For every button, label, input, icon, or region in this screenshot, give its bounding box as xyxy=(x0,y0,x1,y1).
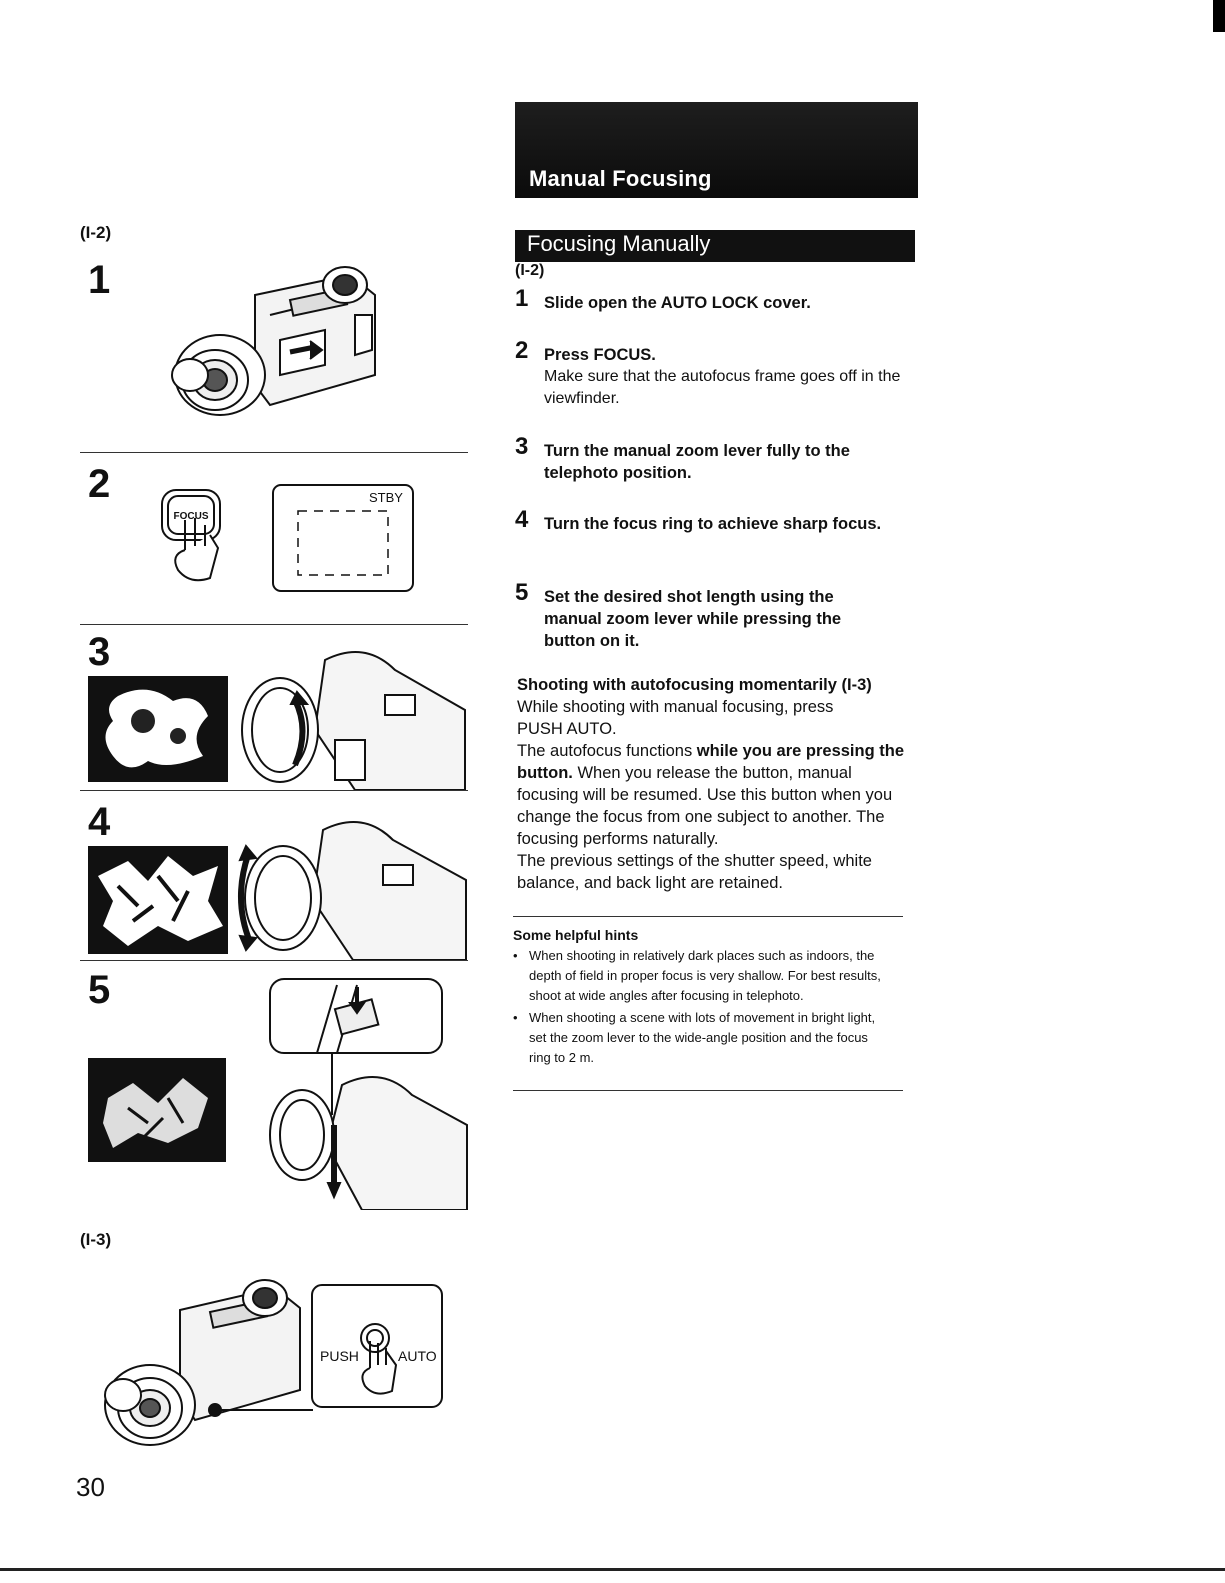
section-bar xyxy=(515,230,915,262)
step-1-number: 1 xyxy=(515,285,529,312)
step-4-text: Turn the focus ring to achieve sharp focus. xyxy=(544,515,882,533)
figure-step-3-label: 3 xyxy=(88,630,111,674)
hints-list xyxy=(513,946,888,1070)
focus-button-label: FOCUS xyxy=(173,511,209,522)
viewfinder-stby-label: STBY xyxy=(369,490,403,505)
step-2-text: Press FOCUS. xyxy=(544,346,656,364)
sharp-scene-thumbnail xyxy=(88,846,228,954)
figure-divider xyxy=(80,960,468,961)
telephoto-scene-thumbnail xyxy=(88,1058,226,1162)
instructions-ref: (I-2) xyxy=(515,262,545,279)
section-title: Focusing Manually xyxy=(527,231,711,256)
push-auto-button-illustration xyxy=(310,1283,444,1411)
figure-step-2-label: 2 xyxy=(88,462,111,506)
page-number: 30 xyxy=(76,1472,105,1502)
autofocus-paragraph-2-end: When you release the button, manual focusing will be resumed. Use this button when you change the focus from one subject to another. The focusing performs naturally. xyxy=(517,764,893,848)
camcorder-zoom-lever-illustration xyxy=(262,975,470,1210)
focus-button-illustration xyxy=(150,480,270,595)
figure-divider xyxy=(80,790,468,791)
camcorder-push-auto-illustration xyxy=(95,1270,320,1455)
hints-title: Some helpful hints xyxy=(513,927,639,943)
step-2-number: 2 xyxy=(515,337,529,364)
viewfinder-illustration xyxy=(270,483,418,595)
figure-divider xyxy=(80,452,468,453)
push-label: PUSH xyxy=(320,1348,359,1364)
step-1-text: Slide open the AUTO LOCK cover. xyxy=(544,294,811,312)
figure-step-5-label: 5 xyxy=(88,968,111,1012)
page-bottom-edge xyxy=(0,1568,1225,1571)
autofocus-heading: Shooting with autofocusing momentarily (I-3) xyxy=(517,676,872,694)
figure-step-4-label: 4 xyxy=(88,800,111,844)
step-5-text: Set the desired shot length using the manual zoom lever while pressing the button on it. xyxy=(544,588,842,650)
figure-step-1-label: 1 xyxy=(88,258,111,302)
camcorder-zoom-illustration xyxy=(235,640,470,790)
figure-divider xyxy=(80,624,468,625)
figure-ref-i3: (I-3) xyxy=(80,1230,112,1249)
hint-item: • When shooting in relatively dark places such as indoors, the depth of field in proper focus is very shallow. For best results, shoot at wide angles after focusing in telephoto. xyxy=(513,946,888,1006)
autofocus-paragraph-2 xyxy=(517,740,909,850)
chapter-banner xyxy=(515,102,918,198)
chapter-title: Manual Focusing xyxy=(529,166,712,191)
autofocus-paragraph-1: While shooting with manual focusing, press PUSH AUTO. xyxy=(517,698,834,738)
hints-bottom-rule xyxy=(513,1090,903,1091)
corner-registration-mark xyxy=(1213,0,1225,32)
auto-label: AUTO xyxy=(398,1348,437,1364)
step-5-number: 5 xyxy=(515,579,529,606)
hints-top-rule xyxy=(513,916,903,917)
step-2-subtext: Make sure that the autofocus frame goes off in the viewfinder. xyxy=(544,368,901,407)
blurred-scene-thumbnail xyxy=(88,676,228,782)
autofocus-paragraph-3: The previous settings of the shutter speed, white balance, and back light are retained. xyxy=(517,852,872,892)
camcorder-focus-ring-illustration xyxy=(228,810,470,960)
hint-item: • When shooting a scene with lots of movement in bright light, set the zoom lever to the wide-angle position and the focus ring to 2 m. xyxy=(513,1008,888,1068)
step-3-text: Turn the manual zoom lever fully to the telephoto position. xyxy=(544,442,850,482)
autofocus-paragraph-2-emphasis: while you are pressing the button. xyxy=(517,742,905,782)
step-3-number: 3 xyxy=(515,433,529,460)
autofocus-paragraph-2-start: The autofocus functions xyxy=(517,742,697,760)
figure-ref-i2: (I-2) xyxy=(80,223,112,242)
camcorder-illustration-step-1 xyxy=(160,255,390,445)
step-4-number: 4 xyxy=(515,506,529,533)
